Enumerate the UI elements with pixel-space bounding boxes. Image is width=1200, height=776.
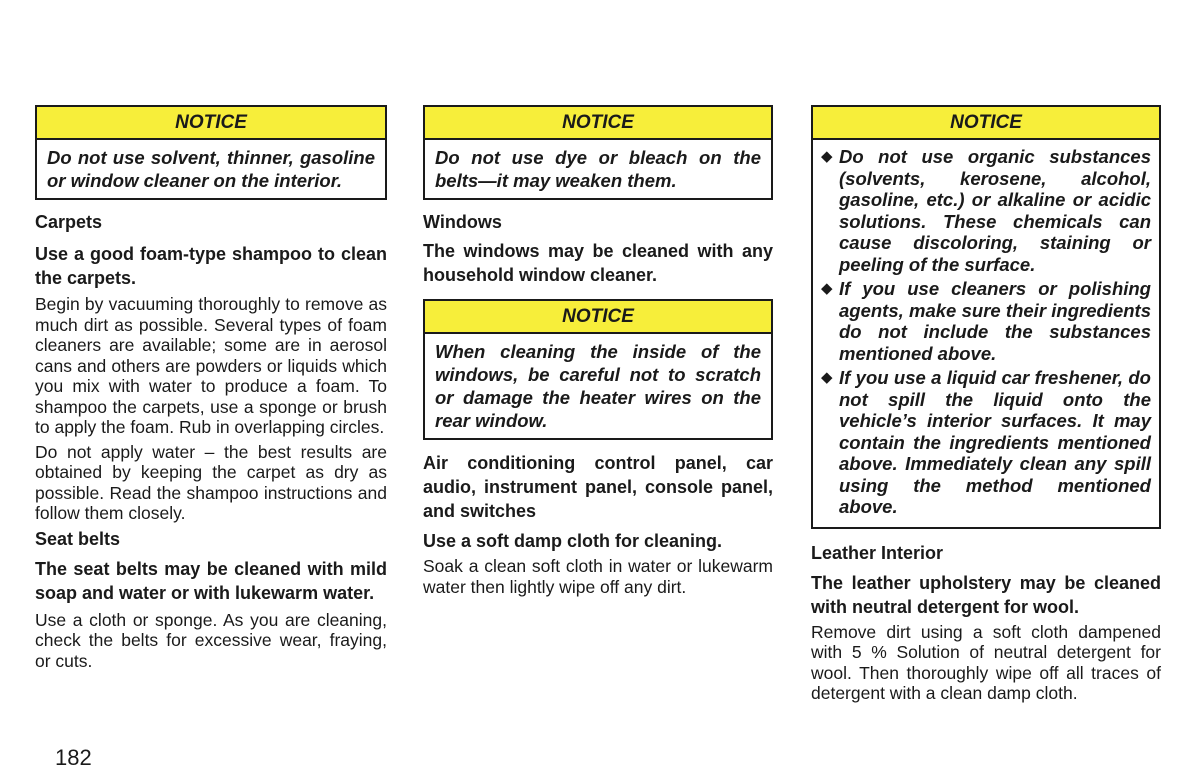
- notice-text: [813, 140, 1159, 527]
- list-item: [821, 146, 1151, 275]
- notice-box-solvent: [35, 105, 387, 200]
- leather-lead: The leather upholstery may be cleaned with neutral detergent for wool.: [811, 572, 1161, 617]
- notice-title: NOTICE: [425, 301, 771, 334]
- panel-heading: Air conditioning control panel, car audio, instrument panel, console panel, and switches: [423, 453, 773, 521]
- leather-heading: Leather Interior: [811, 542, 944, 563]
- list-item-text: If you use cleaners or polishing agents, make sure their ingredients do not include the substances mentioned above.: [839, 278, 1151, 364]
- list-item: [821, 367, 1151, 518]
- carpets-heading: Carpets: [35, 212, 103, 232]
- notice-bullet-list: [821, 146, 1151, 518]
- column-right: [811, 105, 1161, 704]
- notice-box-organic: [811, 105, 1161, 529]
- notice-box-windows: [423, 299, 773, 440]
- carpets-paragraph-2: Do not apply water – the best results are obtained by keeping the carpet as dry as possible. Read the shampoo instructions and follow them closely.: [35, 441, 387, 523]
- notice-text: Do not use dye or bleach on the belts—it may weaken them.: [435, 147, 761, 191]
- diamond-bullet-icon: ◆: [821, 148, 833, 165]
- notice-title: NOTICE: [813, 107, 1159, 140]
- windows-lead: The windows may be cleaned with any household window cleaner.: [423, 241, 773, 285]
- notice-text: Do not use solvent, thinner, gasoline or window cleaner on the interior.: [47, 147, 375, 191]
- seat-belts-paragraph: Use a cloth or sponge. As you are cleaning, check the belts for excessive wear, fraying, or cuts.: [35, 609, 387, 671]
- leather-paragraph: Remove dirt using a soft cloth dampened with 5 % Solution of neutral detergent for wool. Then thoroughly wipe off all traces of detergent with a clean damp cloth.: [811, 621, 1161, 703]
- page-number: 182: [55, 745, 92, 770]
- diamond-bullet-icon: ◆: [821, 280, 833, 297]
- seat-belts-heading: Seat belts: [35, 528, 121, 549]
- panel-paragraph: Soak a clean soft cloth in water or lukewarm water then lightly wipe off any dirt.: [423, 556, 773, 597]
- windows-heading: Windows: [423, 212, 502, 232]
- list-item: [821, 278, 1151, 364]
- carpets-paragraph-1: Begin by vacuuming thoroughly to remove as much dirt as possible. Several types of foam cleaners are available; some are in aerosol cans and others are powders or liquids which you mix with water to produce a foam. To shampoo the carpets, use a sponge or brush to apply the foam. Rub in overlapping circles.: [35, 294, 387, 437]
- column-left: [35, 105, 387, 671]
- notice-title: NOTICE: [37, 107, 385, 140]
- notice-title: NOTICE: [425, 107, 771, 140]
- column-middle: [423, 105, 773, 597]
- notice-text: When cleaning the inside of the windows, be careful not to scratch or damage the heater wires on the rear window.: [435, 341, 761, 431]
- seat-belts-lead: The seat belts may be cleaned with mild soap and water or with lukewarm water.: [35, 558, 387, 603]
- diamond-bullet-icon: ◆: [821, 369, 833, 386]
- notice-box-dye: [423, 105, 773, 200]
- list-item-text: Do not use organic substances (solvents, kerosene, alcohol, gasoline, etc.) or alkaline or acidic solutions. These chemicals can cause discoloring, staining or peeling of the surface.: [839, 146, 1151, 275]
- panel-lead: Use a soft damp cloth for cleaning.: [423, 531, 723, 551]
- list-item-text: If you use a liquid car freshener, do not spill the liquid onto the vehicle’s interior surfaces. It may contain the ingredients mentioned above. Immediately clean any spill using the method mentioned above.: [839, 367, 1151, 517]
- carpets-lead: Use a good foam-type shampoo to clean the carpets.: [35, 244, 387, 288]
